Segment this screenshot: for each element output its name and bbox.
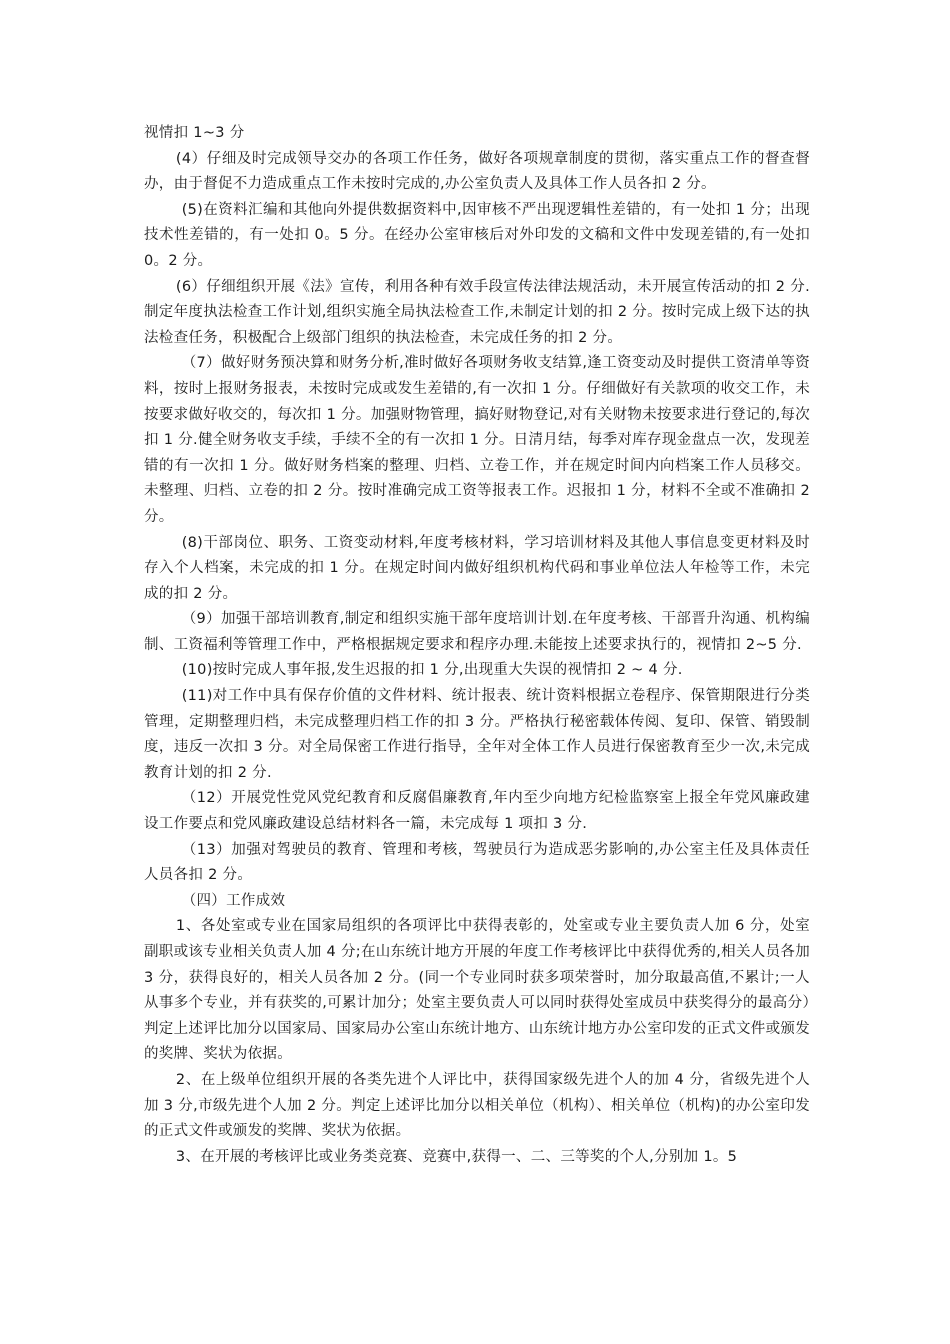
paragraph-continuation: 视情扣 1~3 分 [144, 125, 245, 141]
paragraph-item-9: （9）加强干部培训教育,制定和组织实施干部年度培训计划.在年度考核、干部晋升沟通、机构编制、工资福利等管理工作中，严格根据规定要求和程序办理.未能按上述要求执行的，视情扣 2~5 分. [144, 611, 810, 653]
paragraph-item-7: （7）做好财务预决算和财务分析,准时做好各项财务收支结算,逢工资变动及时提供工资清单等资料，按时上报财务报表，未按时完成或发生差错的,有一次扣 1 分。仔细做好有关款项的收交工作，未按要求做好收交的，每次扣 1 分。加强财物管理，搞好财物登记,对有关财物未按要求进行登记的,每次扣 1 分.健全财务收支手续，手续不全的有一次扣 1 分。日清月结，每季对库存现金盘点一次，发现差错的有一次扣 1 分。做好财务档案的整理、归档、立卷工作，并在规定时间内向档案工作人员移交。未整理、归档、立卷的扣 2 分。按时准确完成工资等报表工作。迟报扣 1 分，材料不全或不准确扣 2 分。 [144, 355, 810, 525]
paragraph-item-5: (5)在资料汇编和其他向外提供数据资料中,因审核不严出现逻辑性差错的，有一处扣 1 分；出现技术性差错的，有一处扣 0。5 分。在经办公室审核后对外印发的文稿和文件中发现差错的,有一处扣 0。2 分。 [144, 201, 810, 269]
paragraph-item-6: (6）仔细组织开展《法》宣传，利用各种有效手段宣传法律法规活动，未开展宣传活动的扣 2 分.制定年度执法检查工作计划,组织实施全局执法检查工作,未制定计划的扣 2 分。按时完成上级下达的执法检查任务，积极配合上级部门组织的执法检查，未完成任务的扣 2 分。 [144, 278, 810, 346]
paragraph-results-1: 1、各处室或专业在国家局组织的各项评比中获得表彰的，处室或专业主要负责人加 6 分，处室副职或该专业相关负责人加 4 分;在山东统计地方开展的年度工作考核评比中获得优秀的,相关人员各加 3 分，获得良好的，相关人员各加 2 分。(同一个专业同时获多项荣誉时，加分取最高值,不累计;一人从事多个专业，并有获奖的,可累计加分；处室主要负责人可以同时获得处室成员中获奖得分的最高分）判定上述评比加分以国家局、国家局办公室山东统计地方、山东统计地方办公室印发的正式文件或颁发的奖牌、奖状为依据。 [144, 918, 810, 1063]
paragraph-item-8: (8)干部岗位、职务、工资变动材料,年度考核材料，学习培训材料及其他人事信息变更材料及时存入个人档案，未完成的扣 1 分。在规定时间内做好组织机构代码和事业单位法人年检等工作，未完成的扣 2 分。 [144, 534, 810, 602]
section-heading-work-results: （四）工作成效 [181, 892, 286, 909]
paragraph-item-4: (4）仔细及时完成领导交办的各项工作任务，做好各项规章制度的贯彻，落实重点工作的督查督办，由于督促不力造成重点工作未按时完成的,办公室负责人及具体工作人员各扣 2 分。 [144, 150, 810, 193]
document-body [144, 121, 810, 1170]
paragraph-item-10: (10)按时完成人事年报,发生迟报的扣 1 分,出现重大失误的视情扣 2 ~ 4 分. [181, 662, 683, 679]
paragraph-item-12: （12）开展党性党风党纪教育和反腐倡廉教育,年内至少向地方纪检监察室上报全年党风廉政建设工作要点和党风廉政建设总结材料各一篇，未完成每 1 项扣 3 分. [144, 790, 810, 833]
paragraph-item-11: (11)对工作中具有保存价值的文件材料、统计报表、统计资料根据立卷程序、保管期限进行分类管理，定期整理归档，未完成整理归档工作的扣 3 分。严格执行秘密载体传阅、复印、保管、销毁制度，违反一次扣 3 分。对全局保密工作进行指导，全年对全体工作人员进行保密教育至少一次,未完成教育计划的扣 2 分. [144, 688, 810, 781]
paragraph-results-3: 3、在开展的考核评比或业务类竞赛、竞赛中,获得一、二、三等奖的个人,分别加 1。5 [175, 1148, 738, 1165]
paragraph-results-2: 2、在上级单位组织开展的各类先进个人评比中，获得国家级先进个人的加 4 分，省级先进个人加 3 分,市级先进个人加 2 分。判定上述评比加分以相关单位（机构）、相关单位（机构)的办公室印发的正式文件或颁发的奖牌、奖状为依据。 [144, 1071, 810, 1140]
paragraph-item-13: （13）加强对驾驶员的教育、管理和考核，驾驶员行为造成恶劣影响的,办公室主任及具体责任人员各扣 2 分。 [144, 841, 810, 884]
